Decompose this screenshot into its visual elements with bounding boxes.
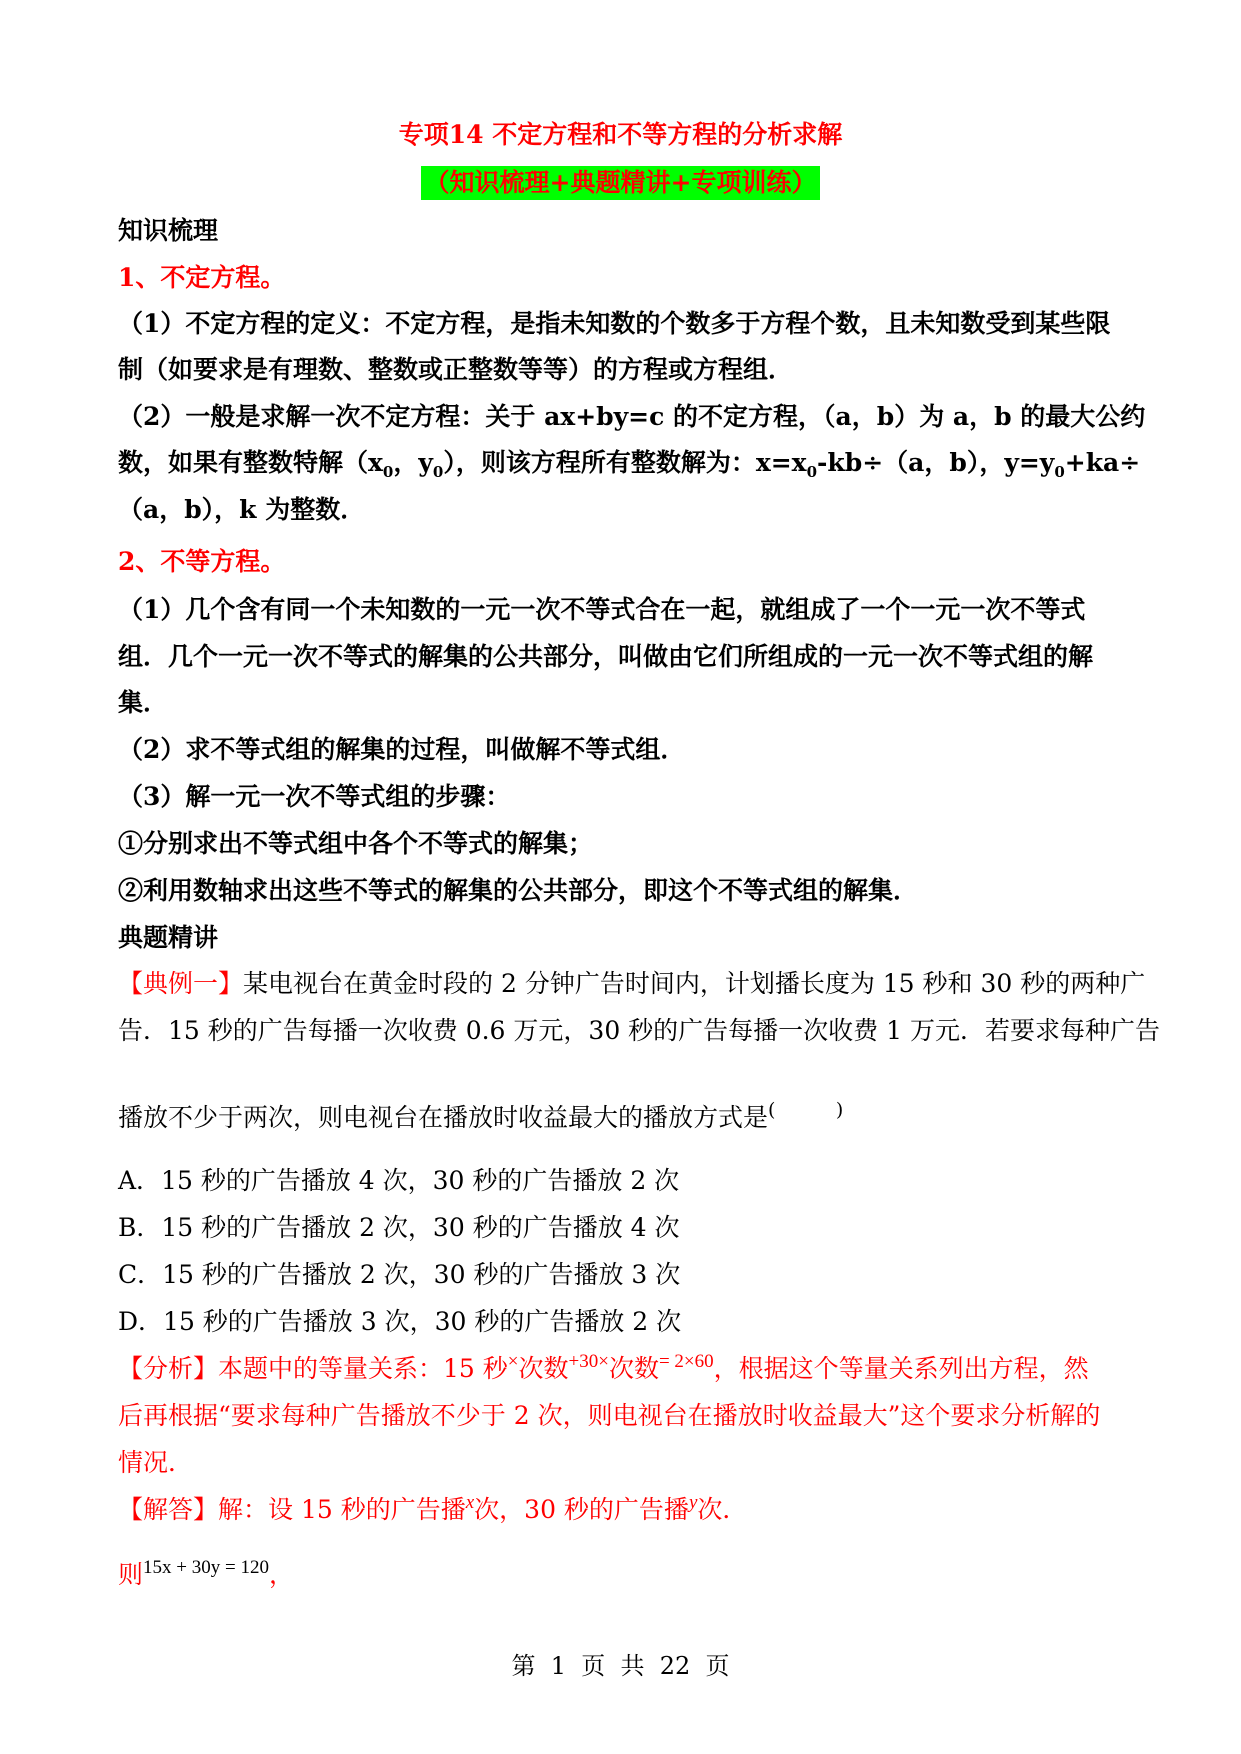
ex1-line2: 告．15 秒的广告每播一次收费 0.6 万元，30 秒的广告每播一次收费 1 万元．若要求每种广告: [118, 1016, 1160, 1045]
analysis-tag: 【分析】: [118, 1354, 219, 1383]
math-var-x: x: [465, 1492, 475, 1513]
text-part: ，y: [393, 448, 433, 477]
s2-step1: ①分别求出不等式组中各个不等式的解集；: [118, 829, 594, 858]
text-part: 数，如果有整数特解（x: [118, 448, 383, 477]
section1-heading: 1、不定方程。: [118, 263, 286, 292]
text-part: ，: [268, 1560, 294, 1589]
ex1-line1: [118, 967, 1146, 1001]
analysis-line2: 后再根据“要求每种广告播放不少于 2 次，则电视台在播放时收益最大”这个要求分析解的: [118, 1401, 1101, 1430]
analysis-line3: 情况．: [118, 1448, 194, 1477]
s1-p2-line3: （a，b），k 为整数．: [118, 495, 366, 524]
equation-line: [118, 1558, 1128, 1595]
text-part: 次，30 秒的广告播: [474, 1495, 689, 1524]
text-part: 次数: [608, 1354, 659, 1383]
math-var-y: y: [688, 1492, 698, 1513]
text-part: 解：设 15 秒的广告播: [218, 1495, 466, 1524]
page-footer: 第 1 页 共 22 页: [511, 1652, 730, 1680]
s1-p2-line2: [118, 446, 1141, 483]
s1-p1-line2: 制（如要求是有理数、整数或正整数等等）的方程或方程组．: [118, 355, 794, 384]
text-part: 本题中的等量关系：15 秒: [218, 1354, 508, 1383]
examples-heading: 典题精讲: [118, 923, 219, 952]
text-part: 某电视台在黄金时段的 2 分钟广告时间内，计划播长度为 15 秒和 30 秒的两种广: [243, 969, 1146, 998]
subtitle-wrap: [0, 166, 1241, 200]
text-part: ），则该方程所有整数解为：x=x: [443, 448, 807, 477]
s2-step2: ②利用数轴求出这些不等式的解集的公共部分，即这个不等式组的解集．: [118, 876, 919, 905]
subscript: 0: [806, 463, 818, 481]
answer-line: [118, 1493, 1128, 1530]
ex1-line3: [118, 1101, 1128, 1137]
answer-tag: 【解答】: [118, 1495, 219, 1524]
knowledge-heading: 知识梳理: [118, 216, 219, 245]
s1-p1-line1: （1）不定方程的定义：不定方程，是指未知数的个数多于方程个数，且未知数受到某些限: [118, 309, 1111, 338]
s2-p1-line3: 集．: [118, 688, 169, 717]
text-part: 次数: [518, 1354, 569, 1383]
document-title: 专项14 不定方程和不等方程的分析求解: [398, 120, 843, 149]
example-tag: 【典例一】: [118, 969, 244, 998]
math-times: ×: [507, 1351, 519, 1372]
math-equation: 15x + 30y = 120: [143, 1557, 269, 1578]
text-part: +ka÷: [1064, 448, 1141, 477]
answer-blank: ( ): [768, 1099, 844, 1121]
analysis-line1: [118, 1352, 1128, 1389]
option-d: D．15 秒的广告播放 3 次，30 秒的广告播放 2 次: [118, 1307, 682, 1336]
document-subtitle: （知识梳理+典题精讲+专项训练）: [421, 166, 821, 200]
math-plus-30: +30×: [568, 1351, 609, 1372]
s2-p3: （3）解一元一次不等式组的步骤：: [118, 782, 511, 811]
text-part: -kb÷（a，b），y=y: [817, 448, 1055, 477]
s2-p2: （2）求不等式组的解集的过程，叫做解不等式组．: [118, 735, 686, 764]
text-part: 则: [118, 1560, 144, 1589]
option-b: B．15 秒的广告播放 2 次，30 秒的广告播放 4 次: [118, 1213, 680, 1242]
text-part: 播放不少于两次，则电视台在播放时收益最大的播放方式是: [118, 1103, 769, 1132]
math-equals: = 2×60: [658, 1351, 714, 1372]
subscript: 0: [1054, 463, 1065, 481]
s1-p2-line1: （2）一般是求解一次不定方程：关于 ax+by=c 的不定方程，（a，b）为 a，b 的最大公约: [118, 402, 1146, 431]
subscript: 0: [432, 463, 444, 481]
text-part: ，根据这个等量关系列出方程，然: [713, 1354, 1089, 1383]
option-c: C．15 秒的广告播放 2 次，30 秒的广告播放 3 次: [118, 1260, 681, 1289]
s2-p1-line2: 组．几个一元一次不等式的解集的公共部分，叫做由它们所组成的一元一次不等式组的解: [118, 642, 1094, 671]
subscript: 0: [382, 463, 394, 481]
option-a: A．15 秒的广告播放 4 次，30 秒的广告播放 2 次: [118, 1166, 680, 1195]
s2-p1-line1: （1）几个含有同一个未知数的一元一次不等式合在一起，就组成了一个一元一次不等式: [118, 595, 1086, 624]
text-part: 次．: [697, 1495, 748, 1524]
section2-heading: 2、不等方程。: [118, 547, 286, 576]
